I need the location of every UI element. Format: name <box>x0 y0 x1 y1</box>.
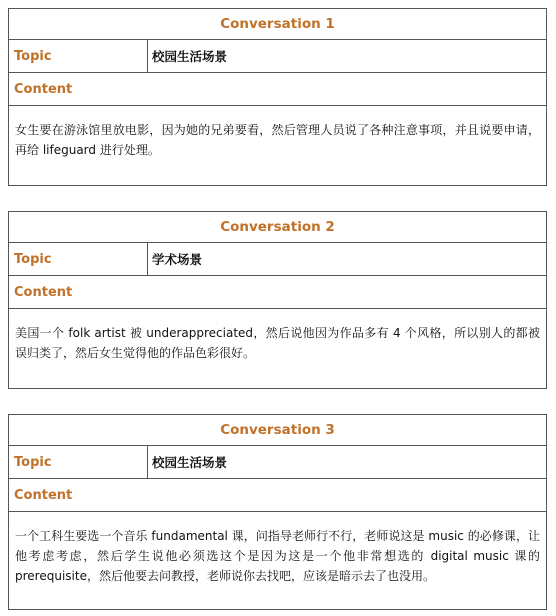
topic-label-cell <box>9 40 148 72</box>
content-text: 美国一个 folk artist 被 underappreciated，然后说他因为作品多有 4 个风格，所以别人的都被误归类了，然后女生觉得他的作品色彩很好。 <box>9 308 546 388</box>
content-text: 女生要在游泳馆里放电影，因为她的兄弟要看，然后管理人员说了各种注意事项，并且说要申请，再给 lifeguard 进行处理。 <box>9 105 546 185</box>
topic-value: 校园生活场景 <box>152 49 228 64</box>
conversation-title: Conversation 1 <box>220 16 335 32</box>
topic-row <box>9 39 546 72</box>
topic-row <box>9 242 546 275</box>
topic-label-cell <box>9 446 148 478</box>
conversation-title: Conversation 3 <box>220 422 335 438</box>
content-label: Content <box>14 487 73 503</box>
content-label: Content <box>14 284 73 300</box>
content-label: Content <box>14 81 73 97</box>
content-label-row <box>9 275 546 308</box>
content-text: 一个工科生要选一个音乐 fundamental 课，问指导老师行不行，老师说这是 music 的必修课，让他考虑考虑，然后学生说他必须选这个是因为这是一个他非常想选的 digital music 课的 prerequisite，然后他要去问教授，老师说你去找吧，应该是暗示去了也没用。 <box>9 511 546 609</box>
conversation-title-row <box>9 9 546 39</box>
topic-label: Topic <box>14 48 52 64</box>
conversation-title-row <box>9 415 546 445</box>
topic-value: 学术场景 <box>152 252 203 267</box>
conversation-title: Conversation 2 <box>220 219 335 235</box>
topic-label: Topic <box>14 251 52 267</box>
topic-value: 校园生活场景 <box>152 455 228 470</box>
content-label-row <box>9 72 546 105</box>
content-label-row <box>9 478 546 511</box>
topic-row <box>9 445 546 478</box>
conversation-table-2 <box>8 211 547 389</box>
conversation-table-3 <box>8 414 547 610</box>
conversation-title-row <box>9 212 546 242</box>
topic-label: Topic <box>14 454 52 470</box>
topic-label-cell <box>9 243 148 275</box>
conversation-table-1 <box>8 8 547 186</box>
